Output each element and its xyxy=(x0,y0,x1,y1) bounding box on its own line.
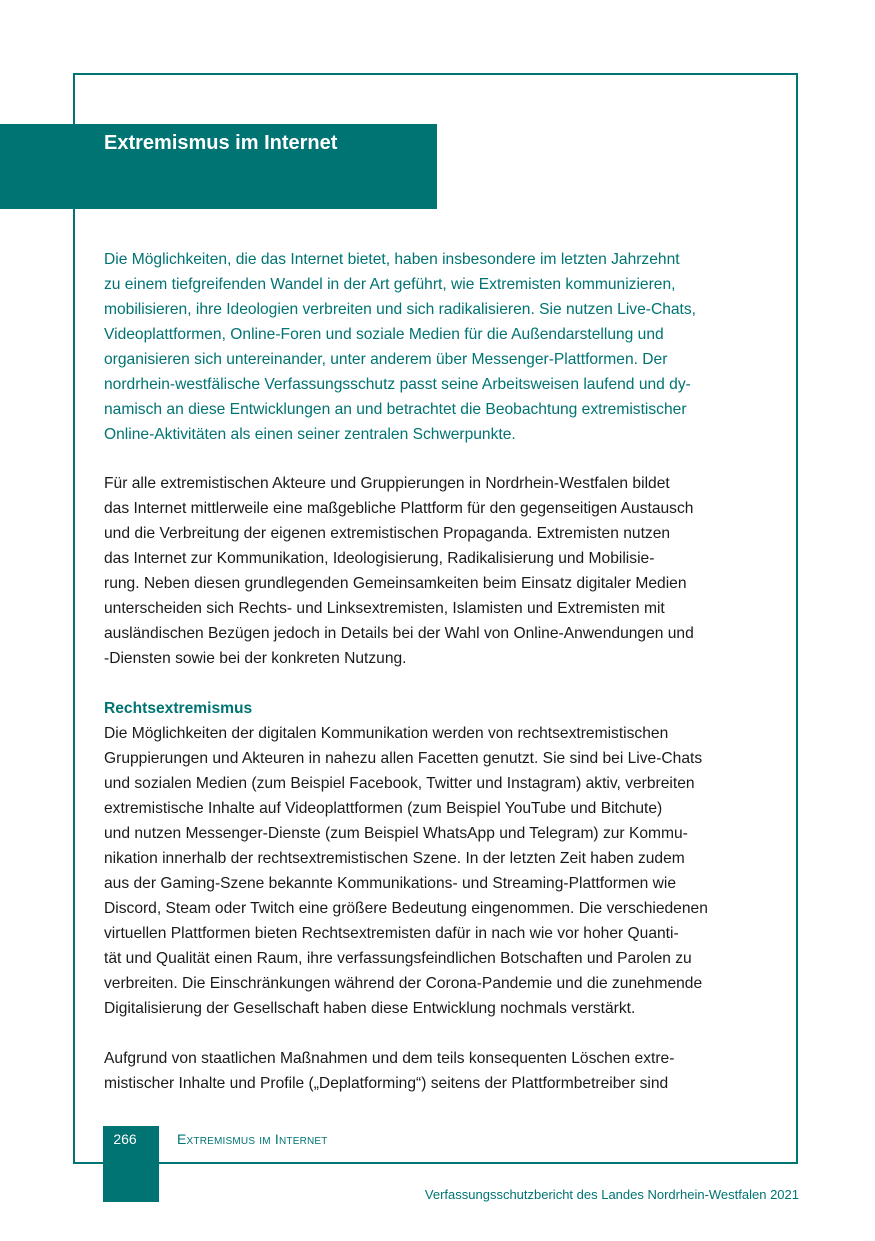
running-head: Extremismus im Internet xyxy=(177,1131,328,1147)
text-line: organisieren sich untereinander, unter anderem über Messenger-Plattformen. Der xyxy=(104,351,668,368)
body-paragraph-3 xyxy=(104,1046,774,1096)
subheading: Rechtsextremismus xyxy=(104,700,253,717)
text-line: das Internet mittlerweile eine maßgebliche Plattform für den gegenseitigen Austausch xyxy=(104,500,694,517)
text-line: tät und Qualität einen Raum, ihre verfassungsfeindlichen Botschaften und Parolen zu xyxy=(104,950,692,967)
text-line: Videoplattformen, Online-Foren und soziale Medien für die Außendarstellung und xyxy=(104,326,664,343)
title-band xyxy=(0,124,437,209)
text-line: virtuellen Plattformen bieten Rechtsextremisten dafür in nach wie vor hoher Quanti- xyxy=(104,925,679,942)
text-line: rung. Neben diesen grundlegenden Gemeinsamkeiten beim Einsatz digitaler Medien xyxy=(104,575,687,592)
text-line: das Internet zur Kommunikation, Ideologisierung, Radikalisierung und Mobilisie- xyxy=(104,550,655,567)
body-paragraph-2 xyxy=(104,696,774,1021)
footer-text: Verfassungsschutzbericht des Landes Nordrhein-Westfalen 2021 xyxy=(424,1187,799,1202)
text-line: nikation innerhalb der rechtsextremistischen Szene. In der letzten Zeit haben zudem xyxy=(104,850,685,867)
text-line: und nutzen Messenger-Dienste (zum Beispiel WhatsApp und Telegram) zur Kommu- xyxy=(104,825,688,842)
text-line: nordrhein-westfälische Verfassungsschutz passt seine Arbeitsweisen laufend und dy- xyxy=(104,376,691,393)
text-line: unterscheiden sich Rechts- und Linksextremisten, Islamisten und Extremisten mit xyxy=(104,600,665,617)
page-number: 266 xyxy=(113,1131,137,1147)
text-line: Für alle extremistischen Akteure und Gruppierungen in Nordrhein-Westfalen bildet xyxy=(104,475,670,492)
text-line: aus der Gaming-Szene bekannte Kommunikations- und Streaming-Plattformen wie xyxy=(104,875,677,892)
text-line: Die Möglichkeiten, die das Internet bietet, haben insbesondere im letzten Jahrzehnt xyxy=(104,251,680,268)
intro-paragraph xyxy=(104,247,774,447)
page-number-box xyxy=(103,1126,159,1202)
text-line: Gruppierungen und Akteuren in nahezu allen Facetten genutzt. Sie sind bei Live-Chats xyxy=(104,750,703,767)
text-line: -Diensten sowie bei der konkreten Nutzung. xyxy=(104,650,407,667)
text-line: verbreiten. Die Einschränkungen während der Corona-Pandemie und die zunehmende xyxy=(104,975,703,992)
text-line: mistischer Inhalte und Profile („Deplatforming“) seitens der Plattformbetreiber sind xyxy=(104,1075,669,1092)
text-line: Discord, Steam oder Twitch eine größere Bedeutung eingenommen. Die verschiedenen xyxy=(104,900,708,917)
text-line: Digitalisierung der Gesellschaft haben diese Entwicklung nochmals verstärkt. xyxy=(104,1000,636,1017)
text-line: ausländischen Bezügen jedoch in Details bei der Wahl von Online-Anwendungen und xyxy=(104,625,694,642)
body-paragraph-1 xyxy=(104,471,774,671)
text-line: namisch an diese Entwicklungen an und betrachtet die Beobachtung extremistischer xyxy=(104,401,687,418)
section-title: Extremismus im Internet xyxy=(104,132,338,154)
text-line: extremistische Inhalte auf Videoplattformen (zum Beispiel YouTube und Bitchute) xyxy=(104,800,663,817)
text-line: zu einem tiefgreifenden Wandel in der Art geführt, wie Extremisten kommunizieren, xyxy=(104,276,676,293)
text-line: und sozialen Medien (zum Beispiel Facebook, Twitter und Instagram) aktiv, verbreiten xyxy=(104,775,695,792)
text-line: Online-Aktivitäten als einen seiner zentralen Schwerpunkte. xyxy=(104,426,516,443)
text-line: Die Möglichkeiten der digitalen Kommunikation werden von rechtsextremistischen xyxy=(104,725,669,742)
text-line: und die Verbreitung der eigenen extremistischen Propaganda. Extremisten nutzen xyxy=(104,525,671,542)
text-line: mobilisieren, ihre Ideologien verbreiten und sich radikalisieren. Sie nutzen Live-Chats, xyxy=(104,301,697,318)
text-line: Aufgrund von staatlichen Maßnahmen und dem teils konsequenten Löschen extre- xyxy=(104,1050,675,1067)
